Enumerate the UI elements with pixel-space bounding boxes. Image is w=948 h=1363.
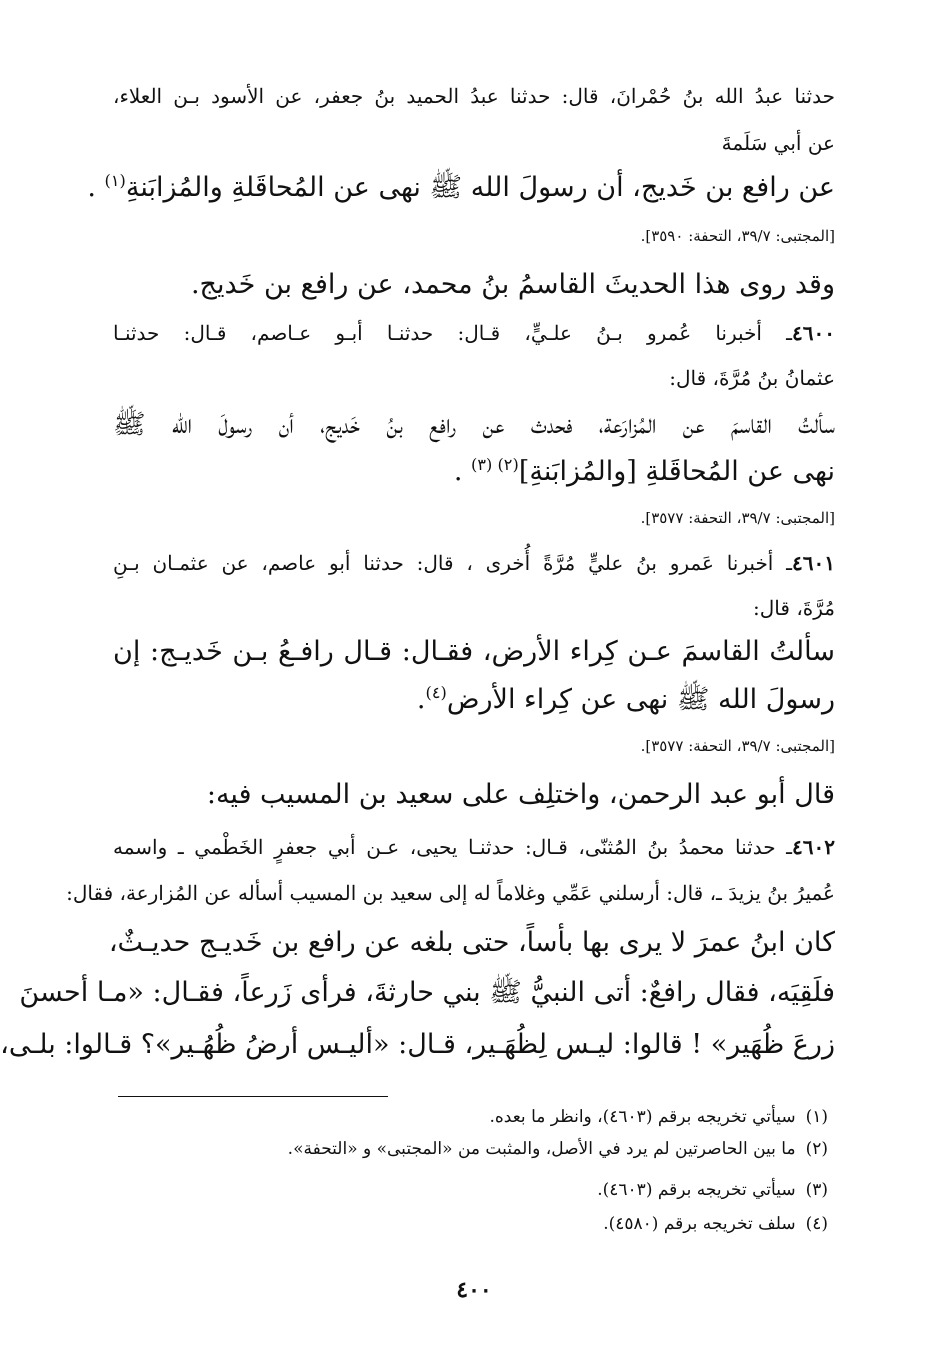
hadith-text: عن رافع بن خَديج، أن رسولَ الله ﷺ نهى عن المُحاقَلةِ والمُزابَنةِ bbox=[125, 172, 835, 203]
punctuation: . bbox=[416, 684, 426, 715]
hadith-text: رسولَ الله ﷺ نهى عن كِراء الأرض bbox=[446, 684, 835, 715]
text-line: عُميرُ بنُ يزيدَ ـ، قال: أرسلني عَمِّي وغلاماً له إلى سعيد بن المسيب أسأله عن المُزارعة، فقال: bbox=[66, 881, 835, 905]
isnad-text: ـ حدثنا محمدُ بنُ المُثنّى، قـال: حدثنـا يحيى، عـن أبي جعفرٍ الخَطْمي ـ واسمه bbox=[113, 835, 793, 859]
footnote-mark: (٢) bbox=[805, 1139, 828, 1159]
hadith-number: ٤٦٠٢ bbox=[792, 835, 835, 859]
hadith-text-line: سألتُ القاسمَ عـن كِراء الأرض، فقـال: قـال رافـعُ بـن خَديـج: إن bbox=[113, 636, 835, 667]
footnote-ref: (٢) (٣) bbox=[470, 455, 519, 474]
footnote-mark: (٣) bbox=[805, 1180, 828, 1200]
text-line: مُرَّةَ، قال: bbox=[753, 596, 835, 620]
footnote-text: ما بين الحاصرتين لم يرد في الأصل، والمثبت من «المجتبى» و «التحفة». bbox=[287, 1139, 796, 1159]
hadith-heading-line bbox=[113, 836, 835, 858]
hadith-text-line bbox=[113, 684, 835, 715]
hadith-heading-line bbox=[113, 322, 835, 344]
punctuation: . bbox=[87, 172, 105, 203]
hadith-text-line: كان ابنُ عمرَ لا يرى بها بأساً، حتى بلغه عن رافع بن خَديـج حديـثٌ، bbox=[108, 927, 835, 958]
footnote bbox=[490, 1108, 829, 1127]
hadith-text-line: زرعَ ظُهَير» ! قالوا: ليـس لِظُهَـير، قـال: «أليـس أرضُ ظُهُـير»؟ قـالوا: بلـى، bbox=[0, 1029, 835, 1060]
footnote-mark: (٤) bbox=[805, 1214, 828, 1234]
text-line: قال أبو عبد الرحمن، واختلِف على سعيد بن المسيب فيه: bbox=[206, 779, 835, 810]
footnote bbox=[597, 1181, 828, 1200]
hadith-text-line: سألتُ القاسمَ عن المُزارَعة، فحدث عن رافع بنُ خَديج، أن رسولَ الله ﷺ bbox=[113, 409, 835, 440]
hadith-text: نهى عن المُحاقَلةِ [والمُزابَنةِ] bbox=[518, 456, 835, 487]
text-line: حدثنا عبدُ الله بنُ حُمْرانَ، قال: حدثنا عبدُ الحميد بنُ جعفر، عن الأسود بـن العلاء، bbox=[113, 84, 835, 108]
footnote-divider bbox=[118, 1096, 388, 1097]
citation: [المجتبى: ٣٩/٧، التحفة: ٣٥٩٠]. bbox=[640, 227, 835, 245]
footnote-text: سيأتي تخريجه برقم (٤٦٠٣)، وانظر ما بعده. bbox=[489, 1107, 796, 1127]
footnote-text: سلف تخريجه برقم (٤٥٨٠). bbox=[603, 1214, 796, 1234]
hadith-text-line: فلَقِيَه، فقال رافعٌ: أتى النبيُّ ﷺ بني حارثةَ، فرأى زَرعاً، فقـال: «مـا أحسنَ bbox=[19, 977, 835, 1008]
hadith-number: ٤٦٠٠ bbox=[792, 321, 835, 345]
footnote bbox=[603, 1215, 828, 1234]
text-line: وقد روى هذا الحديثَ القاسمُ بنُ محمد، عن رافع بن خَديج. bbox=[190, 269, 835, 300]
footnote-text: سيأتي تخريجه برقم (٤٦٠٣). bbox=[597, 1180, 796, 1200]
text-line: عن أبي سَلَمةَ bbox=[721, 131, 835, 155]
page-number: ٤٠٠ bbox=[456, 1277, 492, 1303]
hadith-text-line bbox=[113, 456, 835, 487]
hadith-number: ٤٦٠١ bbox=[792, 551, 835, 575]
footnote-mark: (١) bbox=[805, 1107, 828, 1127]
citation: [المجتبى: ٣٩/٧، التحفة: ٣٥٧٧]. bbox=[640, 737, 835, 755]
hadith-heading-line bbox=[113, 552, 835, 574]
footnote bbox=[288, 1140, 828, 1159]
hadith-text-line bbox=[87, 171, 835, 203]
isnad-text: ـ أخبرنا عَمرو بنُ عليٍّ مُرَّةً أُخرى ، قال: حدثنا أبو عاصم، عن عثمـان بـنِ bbox=[113, 551, 793, 575]
isnad-text: ـ أخبرنا عُمرو بـنُ علـيٍّ، قـال: حدثنـا أبـو عـاصم، قـال: حدثنـا bbox=[113, 321, 793, 345]
citation: [المجتبى: ٣٩/٧، التحفة: ٣٥٧٧]. bbox=[640, 509, 835, 527]
punctuation: . bbox=[453, 456, 471, 487]
footnote-ref: (٤) bbox=[425, 683, 447, 702]
text-line: عثمانُ بنُ مُرَّةَ، قال: bbox=[669, 366, 835, 390]
footnote-ref: (١) bbox=[104, 171, 126, 190]
